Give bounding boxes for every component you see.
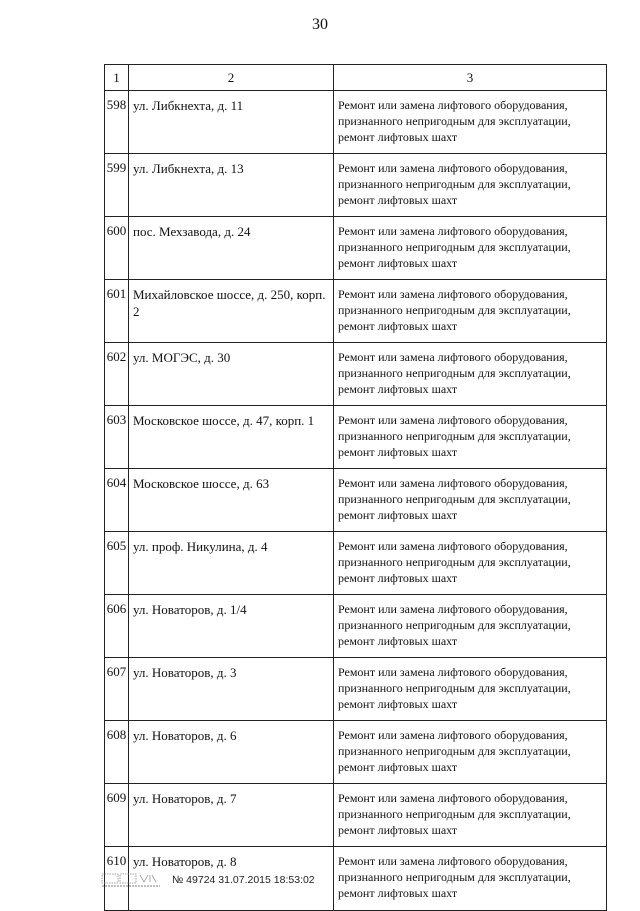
header-col-2: 2 [129,65,334,91]
row-address: ул. проф. Никулина, д. 4 [129,532,334,595]
row-address: ул. Либкнехта, д. 11 [129,91,334,154]
row-address: ул. МОГЭС, д. 30 [129,343,334,406]
row-number: 609 [105,784,129,847]
row-address: Московское шоссе, д. 47, корп. 1 [129,406,334,469]
table-row [105,469,607,532]
row-address: ул. Новаторов, д. 6 [129,721,334,784]
row-number: 600 [105,217,129,280]
header-col-1: 1 [105,65,129,91]
gov-emblem-logo [100,872,166,888]
table-row [105,154,607,217]
row-work-type: Ремонт или замена лифтового оборудования, признанного непригодным для эксплуатации, ремонт лифтовых шахт [334,658,607,721]
row-number: 604 [105,469,129,532]
row-work-type: Ремонт или замена лифтового оборудования, признанного непригодным для эксплуатации, ремонт лифтовых шахт [334,784,607,847]
row-address: Михайловское шоссе, д. 250, корп. 2 [129,280,334,343]
table-row [105,406,607,469]
row-number: 603 [105,406,129,469]
row-address: ул. Новаторов, д. 3 [129,658,334,721]
row-work-type: Ремонт или замена лифтового оборудования, признанного непригодным для эксплуатации, ремонт лифтовых шахт [334,280,607,343]
row-work-type: Ремонт или замена лифтового оборудования, признанного непригодным для эксплуатации, ремонт лифтовых шахт [334,721,607,784]
row-work-type: Ремонт или замена лифтового оборудования, признанного непригодным для эксплуатации, ремонт лифтовых шахт [334,847,607,911]
table-row [105,91,607,154]
table-row [105,280,607,343]
register-table [104,64,607,911]
row-address: ул. Либкнехта, д. 13 [129,154,334,217]
row-number: 607 [105,658,129,721]
table-row [105,532,607,595]
row-number: 610 [105,847,129,911]
registration-stamp: № 49724 31.07.2015 18:53:02 [172,874,315,886]
row-work-type: Ремонт или замена лифтового оборудования, признанного непригодным для эксплуатации, ремонт лифтовых шахт [334,532,607,595]
row-number: 598 [105,91,129,154]
row-address: Московское шоссе, д. 63 [129,469,334,532]
table-row [105,343,607,406]
table-row [105,595,607,658]
table-row [105,217,607,280]
row-address: ул. Новаторов, д. 8 [129,847,334,911]
row-number: 599 [105,154,129,217]
row-number: 601 [105,280,129,343]
table-row [105,784,607,847]
row-work-type: Ремонт или замена лифтового оборудования, признанного непригодным для эксплуатации, ремонт лифтовых шахт [334,91,607,154]
footer-stamp [100,872,315,888]
header-col-3: 3 [334,65,607,91]
table-row [105,721,607,784]
table-row [105,658,607,721]
row-work-type: Ремонт или замена лифтового оборудования, признанного непригодным для эксплуатации, ремонт лифтовых шахт [334,469,607,532]
row-work-type: Ремонт или замена лифтового оборудования, признанного непригодным для эксплуатации, ремонт лифтовых шахт [334,154,607,217]
row-number: 608 [105,721,129,784]
row-number: 605 [105,532,129,595]
table-header-row [105,65,607,91]
page-number: 30 [312,16,328,33]
row-address: ул. Новаторов, д. 7 [129,784,334,847]
row-work-type: Ремонт или замена лифтового оборудования, признанного непригодным для эксплуатации, ремонт лифтовых шахт [334,217,607,280]
row-address: ул. Новаторов, д. 1/4 [129,595,334,658]
row-work-type: Ремонт или замена лифтового оборудования, признанного непригодным для эксплуатации, ремонт лифтовых шахт [334,343,607,406]
row-work-type: Ремонт или замена лифтового оборудования, признанного непригодным для эксплуатации, ремонт лифтовых шахт [334,595,607,658]
row-number: 602 [105,343,129,406]
row-number: 606 [105,595,129,658]
row-work-type: Ремонт или замена лифтового оборудования, признанного непригодным для эксплуатации, ремонт лифтовых шахт [334,406,607,469]
row-address: пос. Мехзавода, д. 24 [129,217,334,280]
